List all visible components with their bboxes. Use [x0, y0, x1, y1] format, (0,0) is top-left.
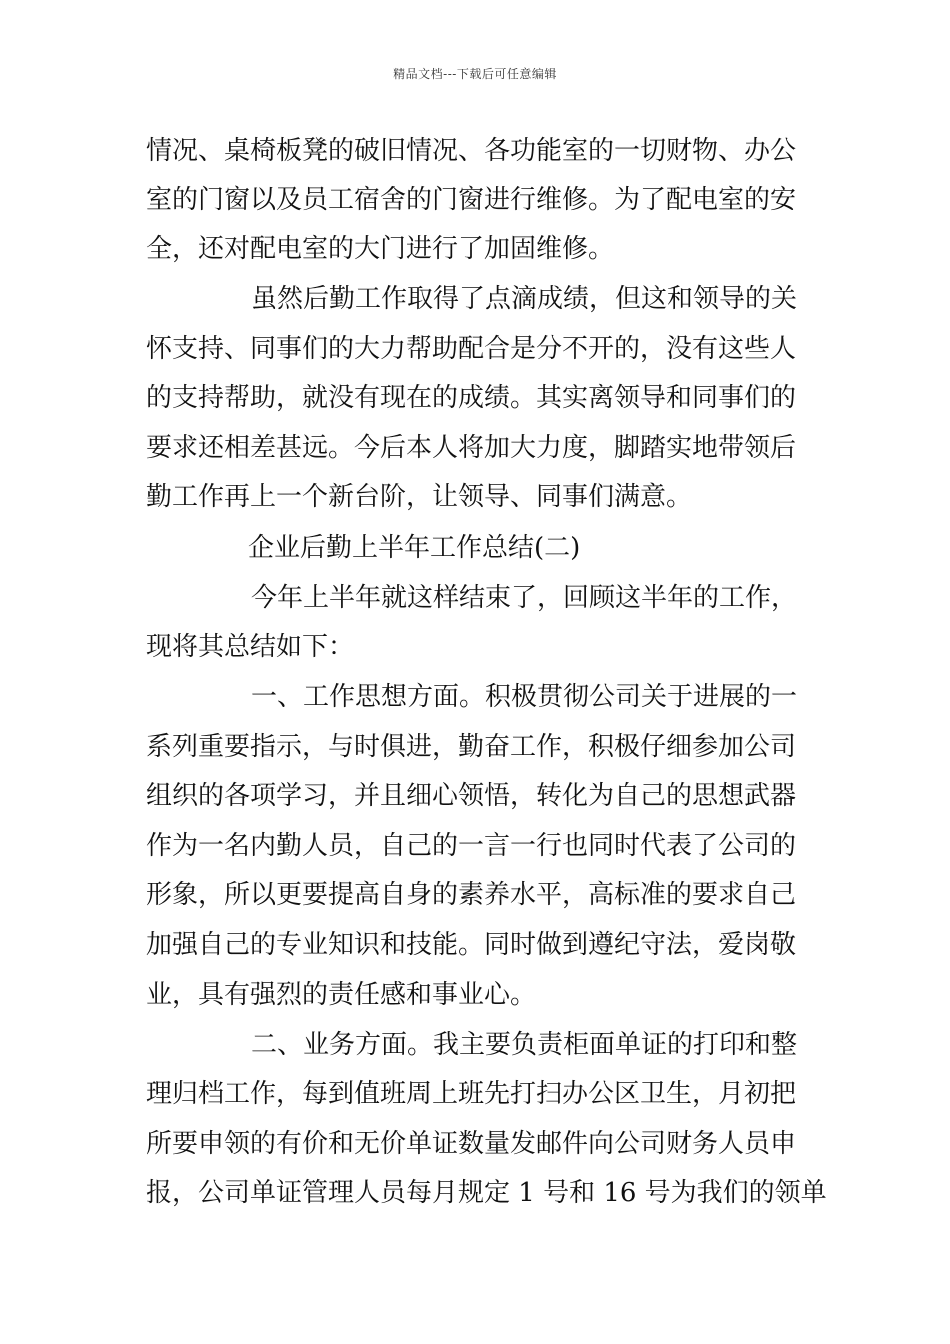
- text-line: 要求还相差甚远。今后本人将加大力度，脚踏实地带领后: [146, 433, 797, 463]
- page-header: 精品文档---下载后可任意编辑: [393, 67, 557, 81]
- text-line: 理归档工作，每到值班周上班先打扫办公区卫生，月初把: [146, 1079, 797, 1109]
- text-line: 今年上半年就这样结束了，回顾这半年的工作，: [251, 583, 798, 613]
- text-line: 情况、桌椅板凳的破旧情况、各功能室的一切财物、办公: [146, 136, 797, 166]
- text-line: 组织的各项学习，并且细心领悟，转化为自己的思想武器: [146, 781, 797, 811]
- text-line: 现将其总结如下：: [146, 632, 355, 662]
- text-line: 怀支持、同事们的大力帮助配合是分不开的，没有这些人: [146, 334, 797, 364]
- text-line: 二、业务方面。我主要负责柜面单证的打印和整: [251, 1030, 798, 1060]
- text-line: 加强自己的专业知识和技能。同时做到遵纪守法，爱岗敬: [146, 930, 797, 960]
- section-heading: 企业后勤上半年工作总结(二): [248, 533, 581, 563]
- text-line: 所要申领的有价和无价单证数量发邮件向公司财务人员申: [146, 1129, 797, 1159]
- text-line: 全，还对配电室的大门进行了加固维修。: [146, 234, 615, 264]
- text-line: 室的门窗以及员工宿舍的门窗进行维修。为了配电室的安: [146, 185, 797, 215]
- text-line: 的支持帮助，就没有现在的成绩。其实离领导和同事们的: [146, 383, 797, 413]
- text-line: 虽然后勤工作取得了点滴成绩，但这和领导的关: [251, 284, 798, 314]
- text-line: 一、工作思想方面。积极贯彻公司关于进展的一: [251, 682, 798, 712]
- text-line: 作为一名内勤人员，自己的一言一行也同时代表了公司的: [146, 831, 797, 861]
- text-line: 系列重要指示，与时俱进，勤奋工作，积极仔细参加公司: [146, 732, 797, 762]
- text-line: 形象，所以更要提高自身的素养水平，高标准的要求自己: [146, 880, 797, 910]
- text-line: 报，公司单证管理人员每月规定 1 号和 16 号为我们的领单: [146, 1178, 827, 1208]
- text-line: 业，具有强烈的责任感和事业心。: [146, 980, 537, 1010]
- text-line: 勤工作再上一个新台阶，让领导、同事们满意。: [146, 482, 693, 512]
